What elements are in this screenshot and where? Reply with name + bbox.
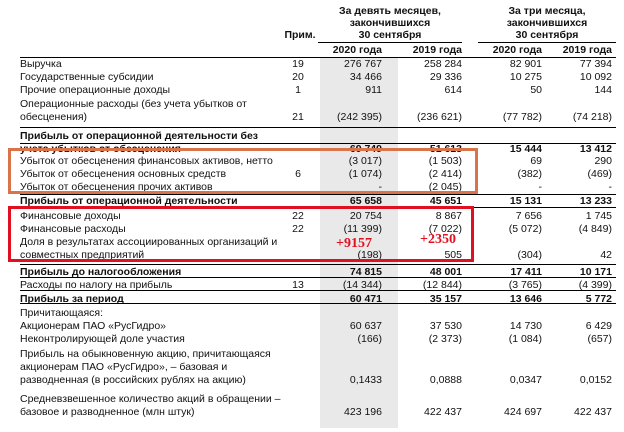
header-group2-line1: За три месяца,	[508, 5, 586, 17]
row-value-col-1: 74 815	[349, 266, 382, 278]
row-value-col-3: -	[538, 181, 542, 193]
row-value-col-4: 13 412	[579, 143, 612, 155]
row-value-col-2: (12 844)	[422, 279, 462, 291]
row-label: базовое и разводненное (млн штук)	[20, 406, 195, 418]
row-value-col-4: 6 429	[585, 320, 612, 332]
row-label: Прибыль до налогообложения	[20, 266, 182, 278]
row-value-col-4: 290	[594, 155, 612, 167]
row-note: 13	[292, 279, 304, 291]
row-label: Убыток от обесценения финансовых активов, нетто	[20, 155, 273, 167]
row-value-col-3: 0,0347	[509, 374, 542, 386]
table-row	[0, 320, 624, 333]
row-value-col-3: 7 656	[515, 210, 542, 222]
row-label: совместных предприятий	[20, 249, 145, 261]
row-value-col-3: 15 444	[509, 143, 542, 155]
row-value-col-3: (77 782)	[502, 111, 542, 123]
row-value-col-1: (198)	[357, 249, 382, 261]
row-value-col-3: (1 084)	[508, 333, 542, 345]
row-value-col-3: (3 765)	[508, 279, 542, 291]
row-value-col-4: 0,0152	[579, 374, 612, 386]
header-group-nine-months	[318, 5, 462, 41]
row-value-col-3: 13 646	[509, 293, 542, 305]
row-value-col-4: (74 218)	[572, 111, 612, 123]
table-row	[0, 84, 624, 97]
row-value-col-2: 258 284	[424, 58, 462, 70]
row-label: Неконтролирующей доле участия	[20, 333, 185, 345]
header-group1-line3: 30 сентября	[358, 29, 422, 41]
row-value-col-1: 911	[365, 84, 382, 96]
row-value-col-2: 505	[444, 249, 462, 261]
row-value-col-2: (236 621)	[417, 111, 462, 123]
row-value-col-2: (1 503)	[428, 155, 462, 167]
row-label: Убыток от обесценения прочих активов	[20, 181, 213, 193]
row-label: Прочие операционные доходы	[20, 84, 171, 96]
header-group1-line1: За девять месяцев,	[339, 5, 441, 17]
row-value-col-2: 35 157	[429, 293, 462, 305]
row-label: Финансовые доходы	[20, 210, 121, 222]
table-row	[0, 348, 624, 361]
row-value-col-1: 60 637	[349, 320, 382, 332]
row-label: Прибыль от операционной деятельности	[20, 195, 238, 207]
row-value-col-4: 10 171	[579, 266, 612, 278]
table-row	[0, 71, 624, 84]
table-row	[0, 406, 624, 419]
table-row	[0, 374, 624, 387]
table-row	[0, 98, 624, 111]
row-value-col-2: 8 867	[435, 210, 462, 222]
row-value-col-1: 60 471	[349, 293, 382, 305]
row-value-col-3: 50	[530, 84, 542, 96]
row-value-col-1: 0,1433	[349, 374, 382, 386]
header-group-three-months	[478, 5, 616, 41]
row-value-col-2: (2 373)	[428, 333, 462, 345]
row-value-col-2: (2 414)	[428, 168, 462, 180]
row-value-col-1: 34 466	[349, 71, 382, 83]
row-value-col-1: (14 344)	[342, 279, 382, 291]
table-row	[0, 307, 624, 320]
row-value-col-2: (2 045)	[428, 181, 462, 193]
row-value-col-3: (304)	[517, 249, 542, 261]
table-row	[0, 361, 624, 374]
row-note: 22	[292, 210, 304, 222]
row-label: обесценения)	[20, 111, 88, 123]
row-value-col-4: (469)	[587, 168, 612, 180]
row-value-col-3: 10 275	[509, 71, 542, 83]
row-value-col-4: (657)	[587, 333, 612, 345]
row-value-col-1: (166)	[357, 333, 382, 345]
row-label: Убыток от обесценения основных средств	[20, 168, 227, 180]
row-value-col-3: (382)	[517, 168, 542, 180]
row-label: Государственные субсидии	[20, 71, 154, 83]
row-value-col-4: 77 394	[579, 58, 612, 70]
row-label: Доля в результатах ассоциированных организаций и	[20, 236, 278, 248]
row-value-col-1: (3 017)	[348, 155, 382, 167]
row-note: 21	[292, 111, 304, 123]
row-value-col-4: 5 772	[585, 293, 612, 305]
header-group2-line2: закончившихся	[506, 17, 588, 29]
table-row	[0, 393, 624, 406]
table-row	[0, 58, 624, 71]
row-value-col-1: 276 767	[344, 58, 382, 70]
row-value-col-3: 69	[530, 155, 542, 167]
row-value-col-2: (7 022)	[428, 223, 462, 235]
header-prim: Прим.	[284, 29, 316, 41]
row-label: Прибыль на обыкновенную акцию, причитающаяся	[20, 348, 271, 360]
row-value-col-3: 82 901	[509, 58, 542, 70]
row-value-col-4: (4 849)	[578, 223, 612, 235]
row-value-col-2: 614	[444, 84, 462, 96]
year-col-2: 2019 года	[412, 44, 462, 56]
annotation-plus-9157: +9157	[336, 236, 372, 251]
row-value-col-3: 424 697	[504, 406, 542, 418]
row-value-col-1: (242 395)	[337, 111, 382, 123]
table-row	[0, 333, 624, 346]
row-label: Прибыль за период	[20, 293, 124, 305]
row-value-col-3: 15 131	[509, 195, 542, 207]
row-note: 6	[295, 168, 301, 180]
row-value-col-4: 422 437	[574, 406, 612, 418]
row-value-col-4: 1 745	[585, 210, 612, 222]
table-row	[0, 111, 624, 124]
row-value-col-2: 29 336	[429, 71, 462, 83]
row-value-col-4: -	[608, 181, 612, 193]
row-value-col-4: 10 092	[579, 71, 612, 83]
row-value-col-1: 20 754	[349, 210, 382, 222]
row-note: 1	[295, 84, 301, 96]
row-value-col-1: 65 658	[349, 195, 382, 207]
row-label: Причитающаяся:	[20, 307, 104, 319]
row-note: 22	[292, 223, 304, 235]
table-row	[0, 130, 624, 143]
row-value-col-1: (1 074)	[348, 168, 382, 180]
row-value-col-3: 14 730	[509, 320, 542, 332]
row-value-col-4: (4 399)	[578, 279, 612, 291]
row-label: Финансовые расходы	[20, 223, 126, 235]
row-value-col-3: (5 072)	[508, 223, 542, 235]
row-note: 19	[292, 58, 304, 70]
row-label: учета убытков от обесценения	[20, 143, 181, 155]
row-label: Средневзвешенное количество акций в обращении –	[20, 393, 281, 405]
row-label: Акционерам ПАО «РусГидро»	[20, 320, 167, 332]
row-value-col-1: -	[378, 181, 382, 193]
header-group2-line3: 30 сентября	[515, 29, 579, 41]
row-label: Операционные расходы (без учета убытков от	[20, 98, 247, 110]
row-value-col-2: 51 613	[429, 143, 462, 155]
annotation-plus-2350: +2350	[420, 232, 456, 247]
row-value-col-2: 0,0888	[429, 374, 462, 386]
row-label: Расходы по налогу на прибыль	[20, 279, 173, 291]
table-row	[0, 293, 624, 306]
row-value-col-1: (11 399)	[343, 223, 382, 235]
row-value-col-2: 48 001	[429, 266, 462, 278]
row-value-col-1: 69 749	[349, 143, 382, 155]
row-value-col-3: 17 411	[510, 266, 542, 278]
year-col-1: 2020 года	[332, 44, 382, 56]
row-label: разводненная (в российских рублях на акцию)	[20, 374, 246, 386]
row-value-col-2: 45 651	[429, 195, 462, 207]
highlight-box-impairment	[8, 148, 478, 194]
row-value-col-4: 13 233	[579, 195, 612, 207]
year-col-4: 2019 года	[562, 44, 612, 56]
row-value-col-2: 422 437	[424, 406, 462, 418]
row-value-col-4: 144	[594, 84, 612, 96]
header-group1-line2: закончившихся	[349, 17, 431, 29]
row-note: 20	[292, 71, 304, 83]
row-value-col-4: 42	[600, 249, 612, 261]
row-value-col-1: 423 196	[344, 406, 382, 418]
year-col-3: 2020 года	[492, 44, 542, 56]
highlight-box-financial	[8, 206, 474, 262]
row-label: Выручка	[20, 58, 62, 70]
row-label: Прибыль от операционной деятельности без	[20, 130, 259, 142]
row-label: акционерам ПАО «РусГидро», – базовая и	[20, 361, 228, 373]
row-value-col-2: 37 530	[429, 320, 462, 332]
